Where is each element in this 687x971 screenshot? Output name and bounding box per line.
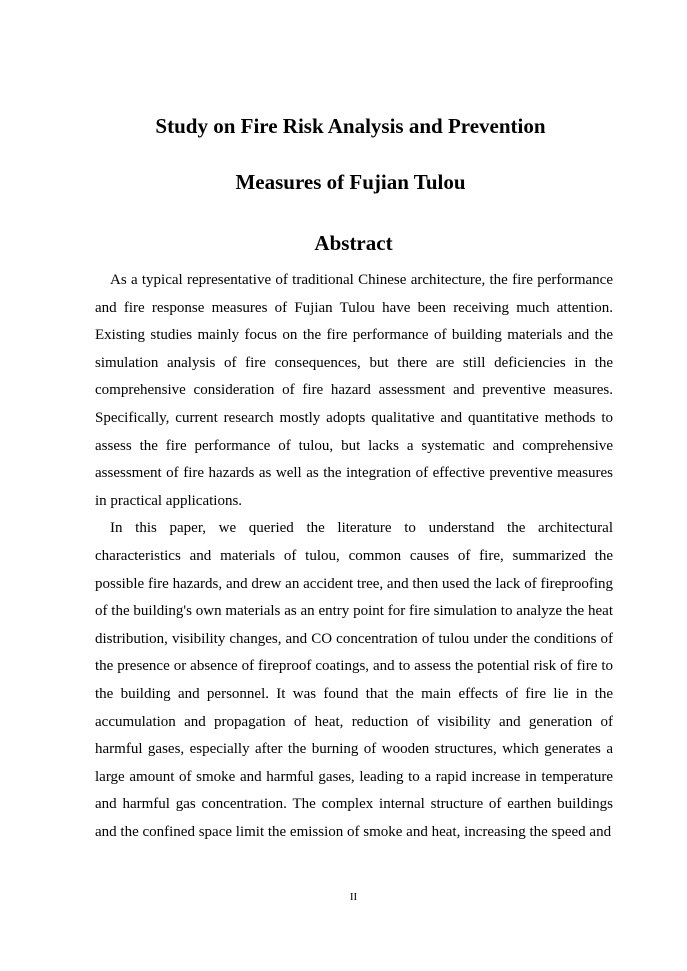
- paper-title-line-2: Measures of Fujian Tulou: [235, 170, 466, 194]
- abstract-paragraph-2: In this paper, we queried the literature to understand the architectural characteristics and materials of tulou, common causes of fire, summarized the possible fire hazards, and drew an accident tree, and then used the lack of fireproofing of the building's own materials as an entry point for fire simulation to analyze the heat distribution, visibility changes, and CO concentration of tulou under the conditions of the presence or absence of fireproof coatings, and to assess the potential risk of fire to the building and personnel. It was found that the main effects of fire lie in the accumulation and propagation of heat, reduction of visibility and generation of harmful gases, especially after the burning of wooden structures, which generates a large amount of smoke and harmful gases, leading to a rapid increase in temperature and harmful gas concentration. The complex internal structure of earthen buildings and the confined space limit the emission of smoke and heat, increasing the speed and: [95, 520, 613, 840]
- abstract-body: [95, 267, 613, 846]
- abstract-paragraph-1: As a typical representative of traditional Chinese architecture, the fire performance and fire response measures of Fujian Tulou have been receiving much attention. Existing studies mainly focus on the fire performance of building materials and the simulation analysis of fire consequences, but there are still deficiencies in the comprehensive consideration of fire hazard assessment and preventive measures. Specifically, current research mostly adopts qualitative and quantitative methods to assess the fire performance of tulou, but lacks a systematic and comprehensive assessment of fire hazards as well as the integration of effective preventive measures in practical applications.: [95, 272, 613, 509]
- abstract-heading: Abstract: [314, 231, 393, 255]
- paper-title-line-1: Study on Fire Risk Analysis and Prevention: [155, 114, 546, 138]
- page-number: II: [349, 891, 358, 903]
